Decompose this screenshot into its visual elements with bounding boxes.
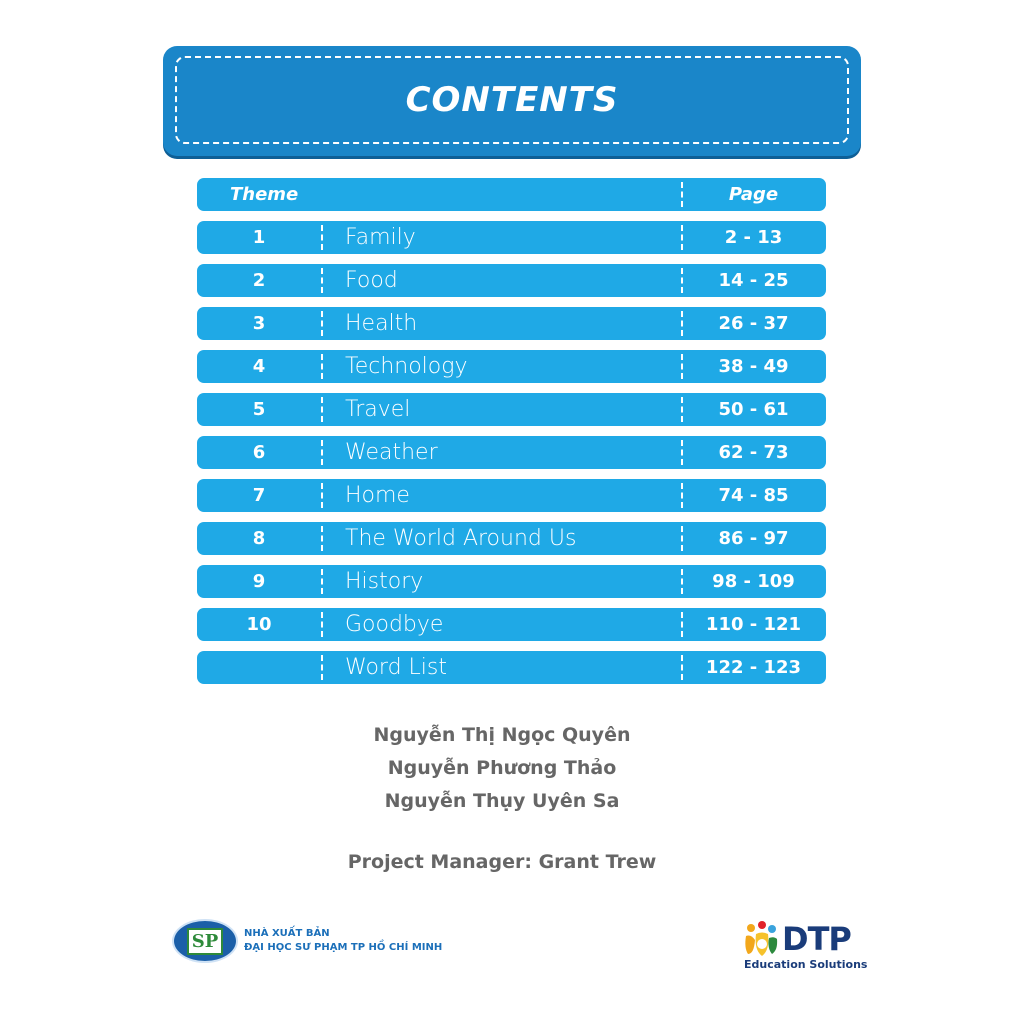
dtp-tagline: Education Solutions (744, 958, 868, 971)
theme-title: The World Around Us (345, 526, 577, 551)
page-range: 26 - 37 (718, 313, 789, 334)
author-name: Nguyễn Thị Ngọc Quyên (373, 724, 631, 746)
theme-title: History (345, 569, 424, 594)
project-manager: Project Manager: Grant Trew (347, 851, 657, 873)
dtp-logo (742, 916, 868, 976)
theme-title: Home (345, 483, 410, 508)
contents-banner (163, 46, 861, 156)
page-range: 86 - 97 (718, 528, 789, 549)
publisher-emblem-text: SP (187, 928, 224, 955)
table-row (197, 393, 826, 426)
theme-title: Food (345, 268, 398, 293)
author-name: Nguyễn Phương Thảo (387, 757, 617, 779)
table-row (197, 565, 826, 598)
theme-number: 7 (252, 485, 266, 506)
banner-dashed-border (175, 56, 849, 144)
page-range: 38 - 49 (718, 356, 789, 377)
table-row (197, 350, 826, 383)
page-range: 14 - 25 (718, 270, 789, 291)
author-name: Nguyễn Thụy Uyên Sa (384, 790, 620, 812)
theme-number: 6 (252, 442, 266, 463)
theme-title: Word List (345, 655, 447, 680)
page-range: 122 - 123 (705, 657, 802, 678)
page-range: 110 - 121 (705, 614, 802, 635)
table-row (197, 651, 826, 684)
theme-number: 1 (252, 227, 266, 248)
theme-number: 9 (252, 571, 266, 592)
theme-number (197, 651, 321, 684)
page-title: CONTENTS (405, 80, 619, 120)
theme-number: 3 (252, 313, 266, 334)
publisher-line-2: ĐẠI HỌC SƯ PHẠM TP HỒ CHÍ MINH (244, 942, 443, 953)
table-row (197, 522, 826, 555)
table-header (197, 178, 826, 211)
theme-number: 8 (252, 528, 266, 549)
table-row (197, 307, 826, 340)
publisher-line-1: NHÀ XUẤT BẢN (244, 928, 330, 939)
page-range: 50 - 61 (718, 399, 789, 420)
table-row (197, 436, 826, 469)
page-range: 2 - 13 (724, 227, 783, 248)
table-row (197, 479, 826, 512)
theme-title: Technology (345, 354, 468, 379)
theme-title: Family (345, 225, 416, 250)
header-page: Page (728, 184, 779, 205)
table-row (197, 608, 826, 641)
theme-number: 10 (246, 614, 272, 635)
dtp-people-icon (742, 920, 782, 960)
page-range: 74 - 85 (718, 485, 789, 506)
publisher-logo (172, 917, 442, 965)
table-row (197, 221, 826, 254)
theme-title: Health (345, 311, 418, 336)
table-row (197, 264, 826, 297)
header-theme: Theme (230, 184, 299, 205)
theme-title: Travel (345, 397, 411, 422)
page-range: 62 - 73 (718, 442, 789, 463)
theme-title: Weather (345, 440, 438, 465)
dtp-name: DTP (782, 920, 851, 958)
theme-number: 5 (252, 399, 266, 420)
page-range: 98 - 109 (712, 571, 795, 592)
publisher-name (244, 927, 442, 955)
theme-title: Goodbye (345, 612, 444, 637)
publisher-emblem-icon (172, 919, 238, 963)
theme-number: 2 (252, 270, 266, 291)
theme-number: 4 (252, 356, 266, 377)
authors-list (0, 720, 1004, 819)
contents-table (197, 178, 826, 694)
